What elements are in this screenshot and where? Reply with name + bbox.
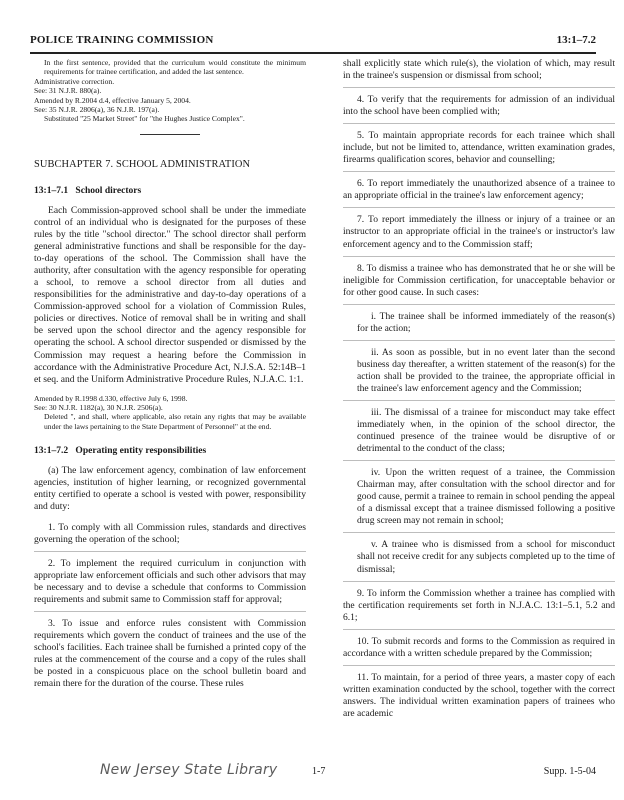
left-column bbox=[34, 58, 306, 695]
list-item: 4. To verify that the requirements for admission of an individual into the school have been complied with; bbox=[343, 94, 615, 118]
list-item: 11. To maintain, for a period of three years, a master copy of each written examination conducted by the school, together with the correct answers. The individual written examination papers of trainees who are academic bbox=[343, 671, 615, 719]
item-divider bbox=[343, 340, 615, 341]
note-line: Amended by R.2004 d.4, effective January 5, 2004. bbox=[34, 95, 191, 105]
item-divider bbox=[34, 551, 306, 552]
list-item-continuation: shall explicitly state which rule(s), the violation of which, may result in the trainee's suspension or dismissal from school; bbox=[343, 58, 615, 82]
section-number: 13:1–7.1 bbox=[34, 184, 69, 196]
item-divider bbox=[343, 171, 615, 172]
item-divider bbox=[343, 400, 615, 401]
running-header bbox=[30, 30, 596, 54]
section-heading-7-2 bbox=[34, 445, 306, 457]
supplement-date: Supp. 1-5-04 bbox=[543, 766, 596, 777]
item-divider bbox=[343, 532, 615, 533]
item-divider bbox=[343, 581, 615, 582]
section-title: School directors bbox=[75, 184, 142, 196]
note-line: See: 30 N.J.R. 1182(a), 30 N.J.R. 2506(a). bbox=[34, 403, 163, 413]
note-line: Substituted "25 Market Street" for "the Hughes Justice Complex". bbox=[44, 114, 245, 124]
item-divider bbox=[343, 665, 615, 666]
section-number: 13:1–7.2 bbox=[34, 445, 69, 457]
item-divider bbox=[343, 207, 615, 208]
section-title: Operating entity responsibilities bbox=[75, 445, 207, 457]
item-divider bbox=[343, 87, 615, 88]
history-notes-7-1 bbox=[34, 394, 306, 432]
note-line: Deleted ", and shall, where applicable, also retain any rights that may be available under the laws pertaining to the State Department of Personnel" at the end. bbox=[44, 412, 306, 431]
note-line: Amended by R.1998 d.330, effective July 6, 1998. bbox=[34, 393, 188, 403]
item-divider bbox=[34, 611, 306, 612]
list-item: 5. To maintain appropriate records for each trainee which shall include, but not be limited to, attendance, written examination grades, firearms qualification scores, behavior and counselling; bbox=[343, 130, 615, 166]
section-heading-7-1 bbox=[34, 185, 306, 197]
list-subitem: i. The trainee shall be informed immediately of the reason(s) for the action; bbox=[357, 310, 615, 334]
page-footer bbox=[30, 762, 596, 784]
header-title: POLICE TRAINING COMMISSION bbox=[30, 34, 214, 46]
item-divider bbox=[343, 629, 615, 630]
page-number: 1-7 bbox=[312, 766, 326, 777]
item-divider bbox=[343, 256, 615, 257]
list-subitem: v. A trainee who is dismissed from a school for misconduct shall not receive credit for any subjects completed up to the time of dismissal; bbox=[357, 539, 615, 575]
list-item: 9. To inform the Commission whether a trainee has complied with the certification requirements set forth in N.J.A.C. 13:1–5.1, 5.2 and 6.1; bbox=[343, 587, 615, 623]
list-item: 7. To report immediately the illness or injury of a trainee or an instructor to an appropriate official in the trainee's or instructor's law enforcement agency and to the Commission staff; bbox=[343, 214, 615, 250]
list-item: 2. To implement the required curriculum in conjunction with appropriate law enforcement officials and such other advisors that may be necessary and to devise a schedule that conforms to Commission requirements and submit same to Commission staff for approval; bbox=[34, 557, 306, 605]
list-subitem: iv. Upon the written request of a trainee, the Commission Chairman may, after consultation with the school director and for good cause, permit a trainee to remain in school pending the appeal of a dismissal except that a trainee dismissed following a positive drug screen may not remain in school; bbox=[357, 467, 615, 527]
right-column bbox=[343, 58, 615, 725]
note-line: See: 35 N.J.R. 2806(a), 36 N.J.R. 197(a). bbox=[34, 105, 160, 115]
note-line: Administrative correction. bbox=[34, 76, 115, 86]
library-watermark: New Jersey State Library bbox=[100, 762, 278, 778]
item-divider bbox=[343, 460, 615, 461]
item-divider bbox=[343, 304, 615, 305]
list-item: 1. To comply with all Commission rules, standards and directives governing the operation of the school; bbox=[34, 521, 306, 545]
subchapter-heading: SUBCHAPTER 7. SCHOOL ADMINISTRATION bbox=[34, 158, 251, 170]
header-section: 13:1–7.2 bbox=[556, 34, 596, 46]
note-line: See: 31 N.J.R. 880(a). bbox=[34, 86, 102, 96]
section-rule bbox=[140, 134, 200, 135]
list-item: 10. To submit records and forms to the Commission as required in accordance with a written schedule prepared by the Commission; bbox=[343, 635, 615, 659]
list-item: 8. To dismiss a trainee who has demonstrated that he or she will be ineligible for Commission certification, for unacceptable behavior or for other good cause. In such cases: bbox=[343, 262, 615, 298]
list-item: 6. To report immediately the unauthorized absence of a trainee to an appropriate official in the trainee's law enforcement agency; bbox=[343, 178, 615, 202]
section-intro: (a) The law enforcement agency, combination of law enforcement agencies, institution of higher learning, or recognized governmental entity certified to operate a school is vested with power, responsibility and duty: bbox=[34, 465, 306, 513]
section-body: Each Commission-approved school shall be under the immediate control of an individual who is designated for the purposes of these rules by the title "school director." The school director shall perform general administrative functions and shall be responsible for the day-to-day operations of the school. The Commission shall have the authority, after consultation with the agency responsible for operating a school, to remove a school director from all duties and responsibilities for the administrative and day-to-day operations of a Commission-approved school for a violation of Commission Rules, policies or directives. Notice of removal shall be in writing and shall be served upon the school director and the agency responsible for operating the school. A school director suspended or dismissed by the Commission may request a hearing before the Commission in accordance with the Administrative Procedure Act, N.J.S.A. 52:14B–1 et seq. and the Uniform Administrative Procedure Rules, N.J.A.C. 1:1. bbox=[34, 204, 306, 385]
list-subitem: ii. As soon as possible, but in no event later than the second business day thereafter, a written statement of the reason(s) for the action shall be provided to the trainee, the appropriate official in the trainee's law enforcement agency and the Commission; bbox=[357, 346, 615, 394]
item-divider bbox=[343, 123, 615, 124]
note-line: In the first sentence, provided that the curriculum would constitute the minimum requirements for trainee certification, and added the last sentence. bbox=[44, 58, 306, 77]
list-item: 3. To issue and enforce rules consistent with Commission requirements which govern the conduct of trainees and the use of the school's facilities. Each trainee shall be furnished a printed copy of the rules at the commencement of the course and a copy of the rules shall be posted in a conspicuous place on the school bulletin board and remain there for the duration of the course. These rules bbox=[34, 617, 306, 690]
history-notes-top bbox=[34, 58, 306, 124]
list-subitem: iii. The dismissal of a trainee for misconduct may take effect immediately when, in the opinion of the school director, the continued presence of the trainee would be disruptive of or detrimental to the conduct of the class; bbox=[357, 406, 615, 455]
